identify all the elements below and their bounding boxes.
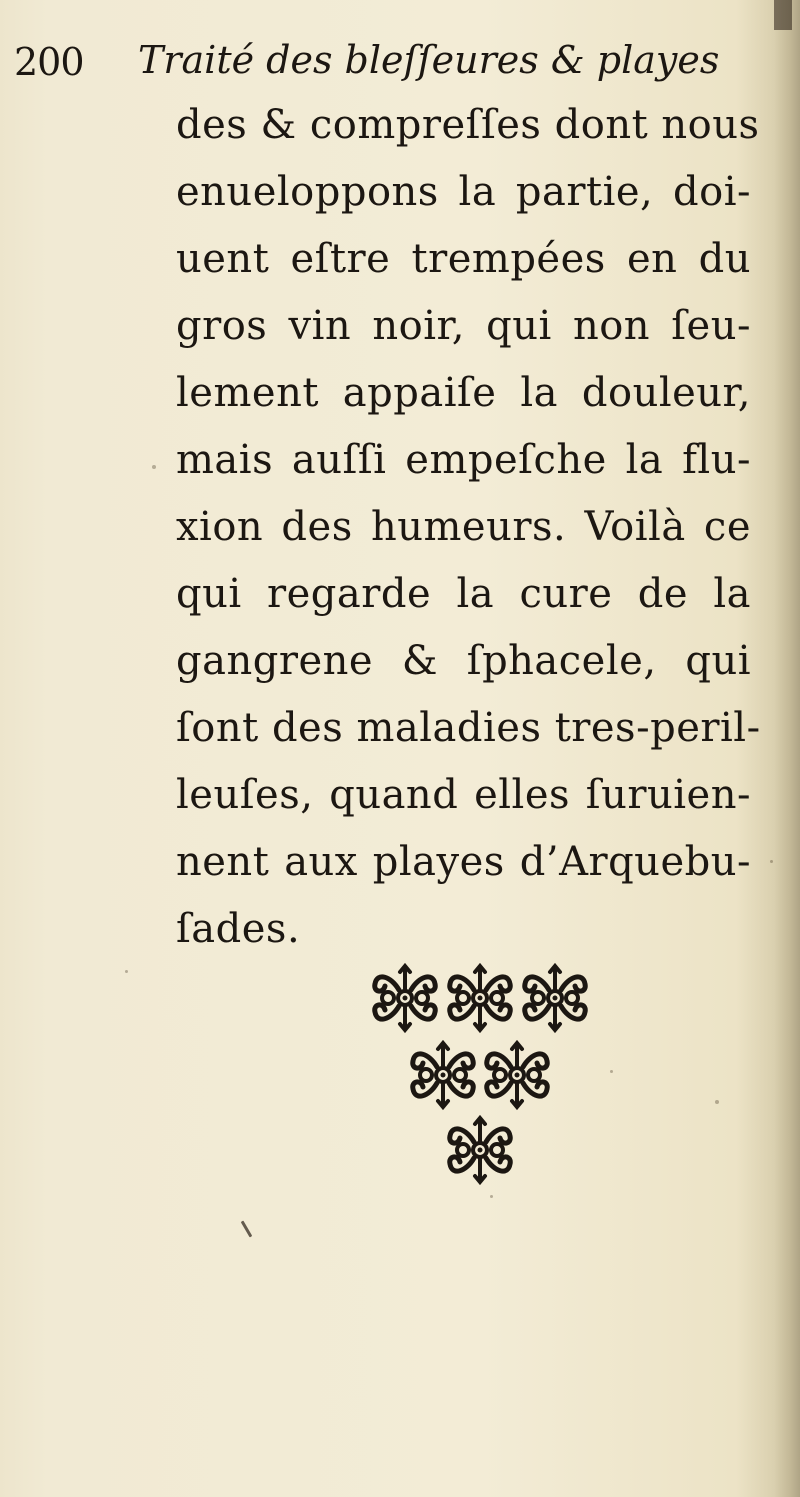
text-line: qui regarde la cure de la (176, 571, 751, 617)
ink-speck (490, 1195, 493, 1198)
text-line: ſont des maladies tres-peril- (176, 705, 761, 751)
ink-speck (125, 970, 128, 973)
page-edge-shadow (774, 0, 800, 1497)
text-line: gangrene & ſphacele, qui (176, 638, 751, 684)
text-line: uent eſtre trempées en du (176, 236, 751, 282)
text-line: xion des humeurs. Voilà ce (176, 504, 751, 550)
fleuron-cul-de-lampe-icon (365, 960, 595, 1190)
binding-corner (774, 0, 792, 30)
ink-speck (610, 1070, 613, 1073)
body-text (176, 92, 761, 963)
page-header (14, 34, 774, 94)
running-head: Traité des bleſſeures & playes (138, 38, 720, 82)
text-line: mais auſſi empeſche la flu- (176, 437, 751, 483)
text-line: gros vin noir, qui non ſeu- (176, 303, 751, 349)
text-line: des & compreſſes dont nous (176, 102, 760, 148)
page-number: 200 (14, 40, 84, 84)
text-line: ſades. (176, 906, 301, 952)
text-line: lement appaiſe la douleur, (176, 370, 751, 416)
text-line: nent aux playes d’Arquebu- (176, 839, 751, 885)
ink-speck (715, 1100, 719, 1104)
ink-speck (770, 860, 773, 863)
ink-speck (152, 465, 156, 469)
text-line: leuſes, quand elles ſuruien- (176, 772, 751, 818)
text-line: enueloppons la partie, doi- (176, 169, 751, 215)
